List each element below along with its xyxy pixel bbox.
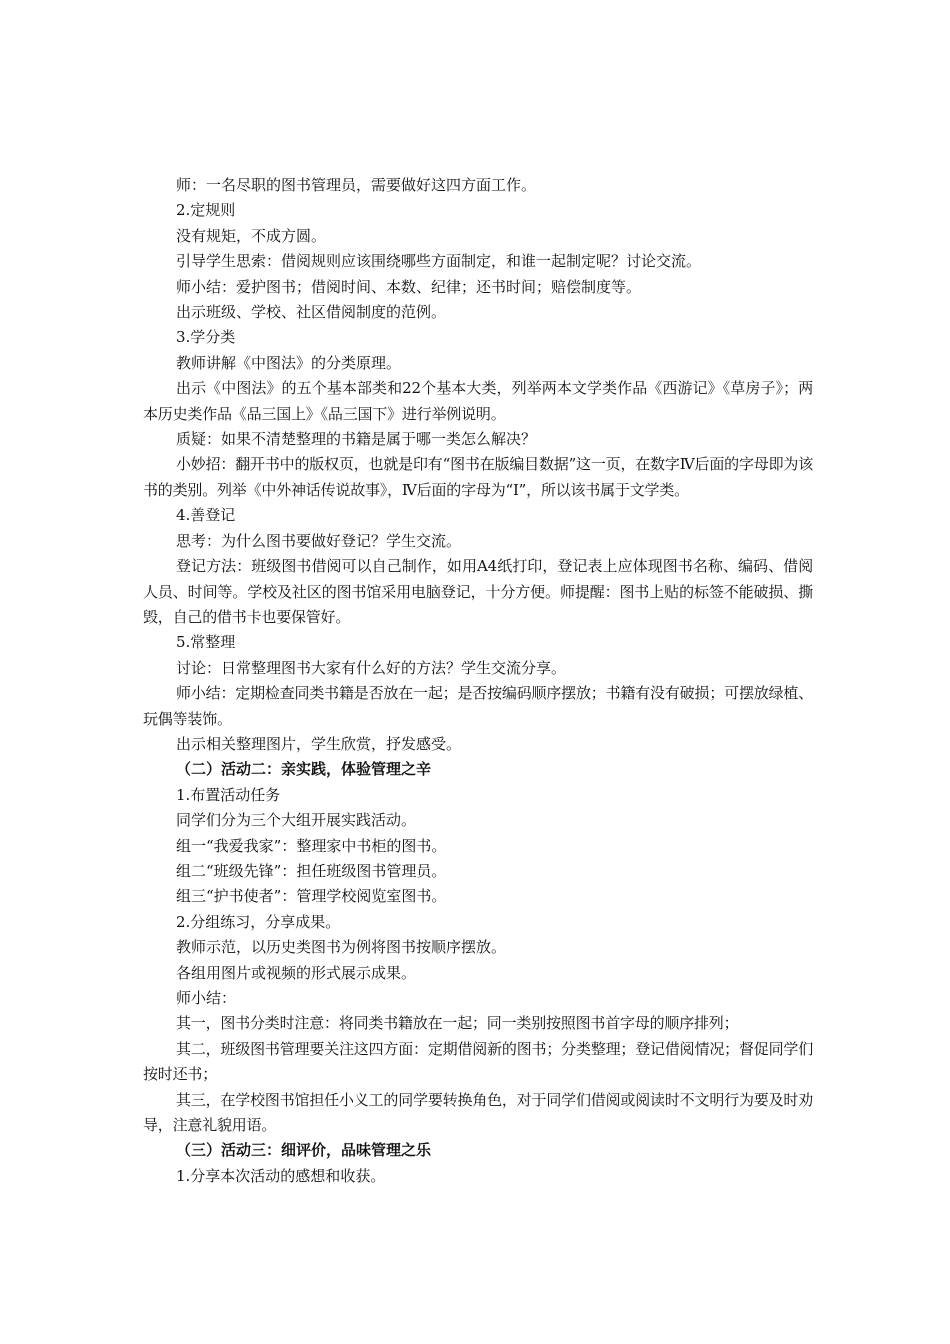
paragraph: 讨论：日常整理图书大家有什么好的方法？学生交流分享。	[176, 658, 567, 677]
section-heading: 2.定规则	[176, 201, 236, 220]
paragraph: 师小结：	[176, 989, 237, 1007]
paragraph: 没有规矩，不成方圆。	[176, 226, 327, 245]
paragraph: 其一，图书分类时注意：将同类书籍放在一起；同一类别按照图书首字母的顺序排列；	[176, 1014, 739, 1033]
activity-heading: （三）活动三：细评价，品味管理之乐	[176, 1141, 432, 1160]
section-heading: 1.分享本次活动的感想和收获。	[176, 1166, 386, 1185]
paragraph: 小妙招：翻开书中的版权页，也就是印有“图书在版编目数据”这一页，在数字Ⅳ后面的字母即为该书的类别。列举《中外神话传说故事》，Ⅳ后面的字母为“I”，所以该书属于文学类。	[143, 455, 813, 499]
paragraph: 师小结：定期检查同类书籍是否放在一起；是否按编码顺序摆放；书籍有没有破损；可摆放绿植、玩偶等装饰。	[143, 684, 813, 728]
paragraph: 引导学生思索：借阅规则应该围绕哪些方面制定，和谁一起制定呢？讨论交流。	[176, 252, 702, 271]
paragraph: 师：一名尽职的图书管理员，需要做好这四方面工作。	[176, 176, 537, 194]
paragraph: 同学们分为三个大组开展实践活动。	[176, 811, 417, 830]
paragraph: 其二，班级图书管理要关注这四方面：定期借阅新的图书；分类整理；登记借阅情况；督促同学们按时还书；	[143, 1039, 813, 1084]
section-heading: 3.学分类	[176, 328, 236, 347]
paragraph: 教师讲解《中图法》的分类原理。	[176, 353, 402, 372]
paragraph: 其三，在学校图书馆担任小义工的同学要转换角色，对于同学们借阅或阅读时不文明行为要及时劝导，注意礼貌用语。	[143, 1090, 813, 1135]
paragraph: 组二“班级先锋”：担任班级图书管理员。	[176, 861, 447, 880]
paragraph: 出示班级、学校、社区借阅制度的范例。	[176, 303, 447, 322]
paragraph: 教师示范，以历史类图书为例将图书按顺序摆放。	[176, 938, 507, 957]
section-heading: 5.常整理	[176, 633, 236, 652]
section-heading: 2.分组练习，分享成果。	[176, 912, 341, 931]
activity-heading: （二）活动二：亲实践，体验管理之辛	[176, 760, 432, 779]
paragraph: 思考：为什么图书要做好登记？学生交流。	[176, 531, 462, 550]
document-page	[143, 173, 813, 1189]
section-heading: 4.善登记	[176, 506, 236, 525]
paragraph: 质疑：如果不清楚整理的书籍是属于哪一类怎么解决？	[176, 430, 537, 449]
paragraph: 出示《中图法》的五个基本部类和22个基本大类，列举两本文学类作品《西游记》《草房子》；两本历史类作品《品三国上》《品三国下》进行举例说明。	[143, 379, 813, 423]
paragraph: 组一“我爱我家”：整理家中书柜的图书。	[176, 836, 447, 855]
paragraph: 组三“护书使者”：管理学校阅览室图书。	[176, 887, 447, 906]
paragraph: 登记方法：班级图书借阅可以自己制作，如用A4纸打印，登记表上应体现图书名称、编码、借阅人员、时间等。学校及社区的图书馆采用电脑登记，十分方便。师提醒：图书上贴的标签不能破损、撕毁，自己的借书卡也要保管好。	[143, 557, 813, 626]
section-heading: 1.布置活动任务	[176, 785, 281, 804]
paragraph: 师小结：爱护图书；借阅时间、本数、纪律；还书时间；赔偿制度等。	[176, 277, 642, 296]
paragraph: 各组用图片或视频的形式展示成果。	[176, 963, 417, 982]
paragraph: 出示相关整理图片，学生欣赏，抒发感受。	[176, 734, 462, 753]
